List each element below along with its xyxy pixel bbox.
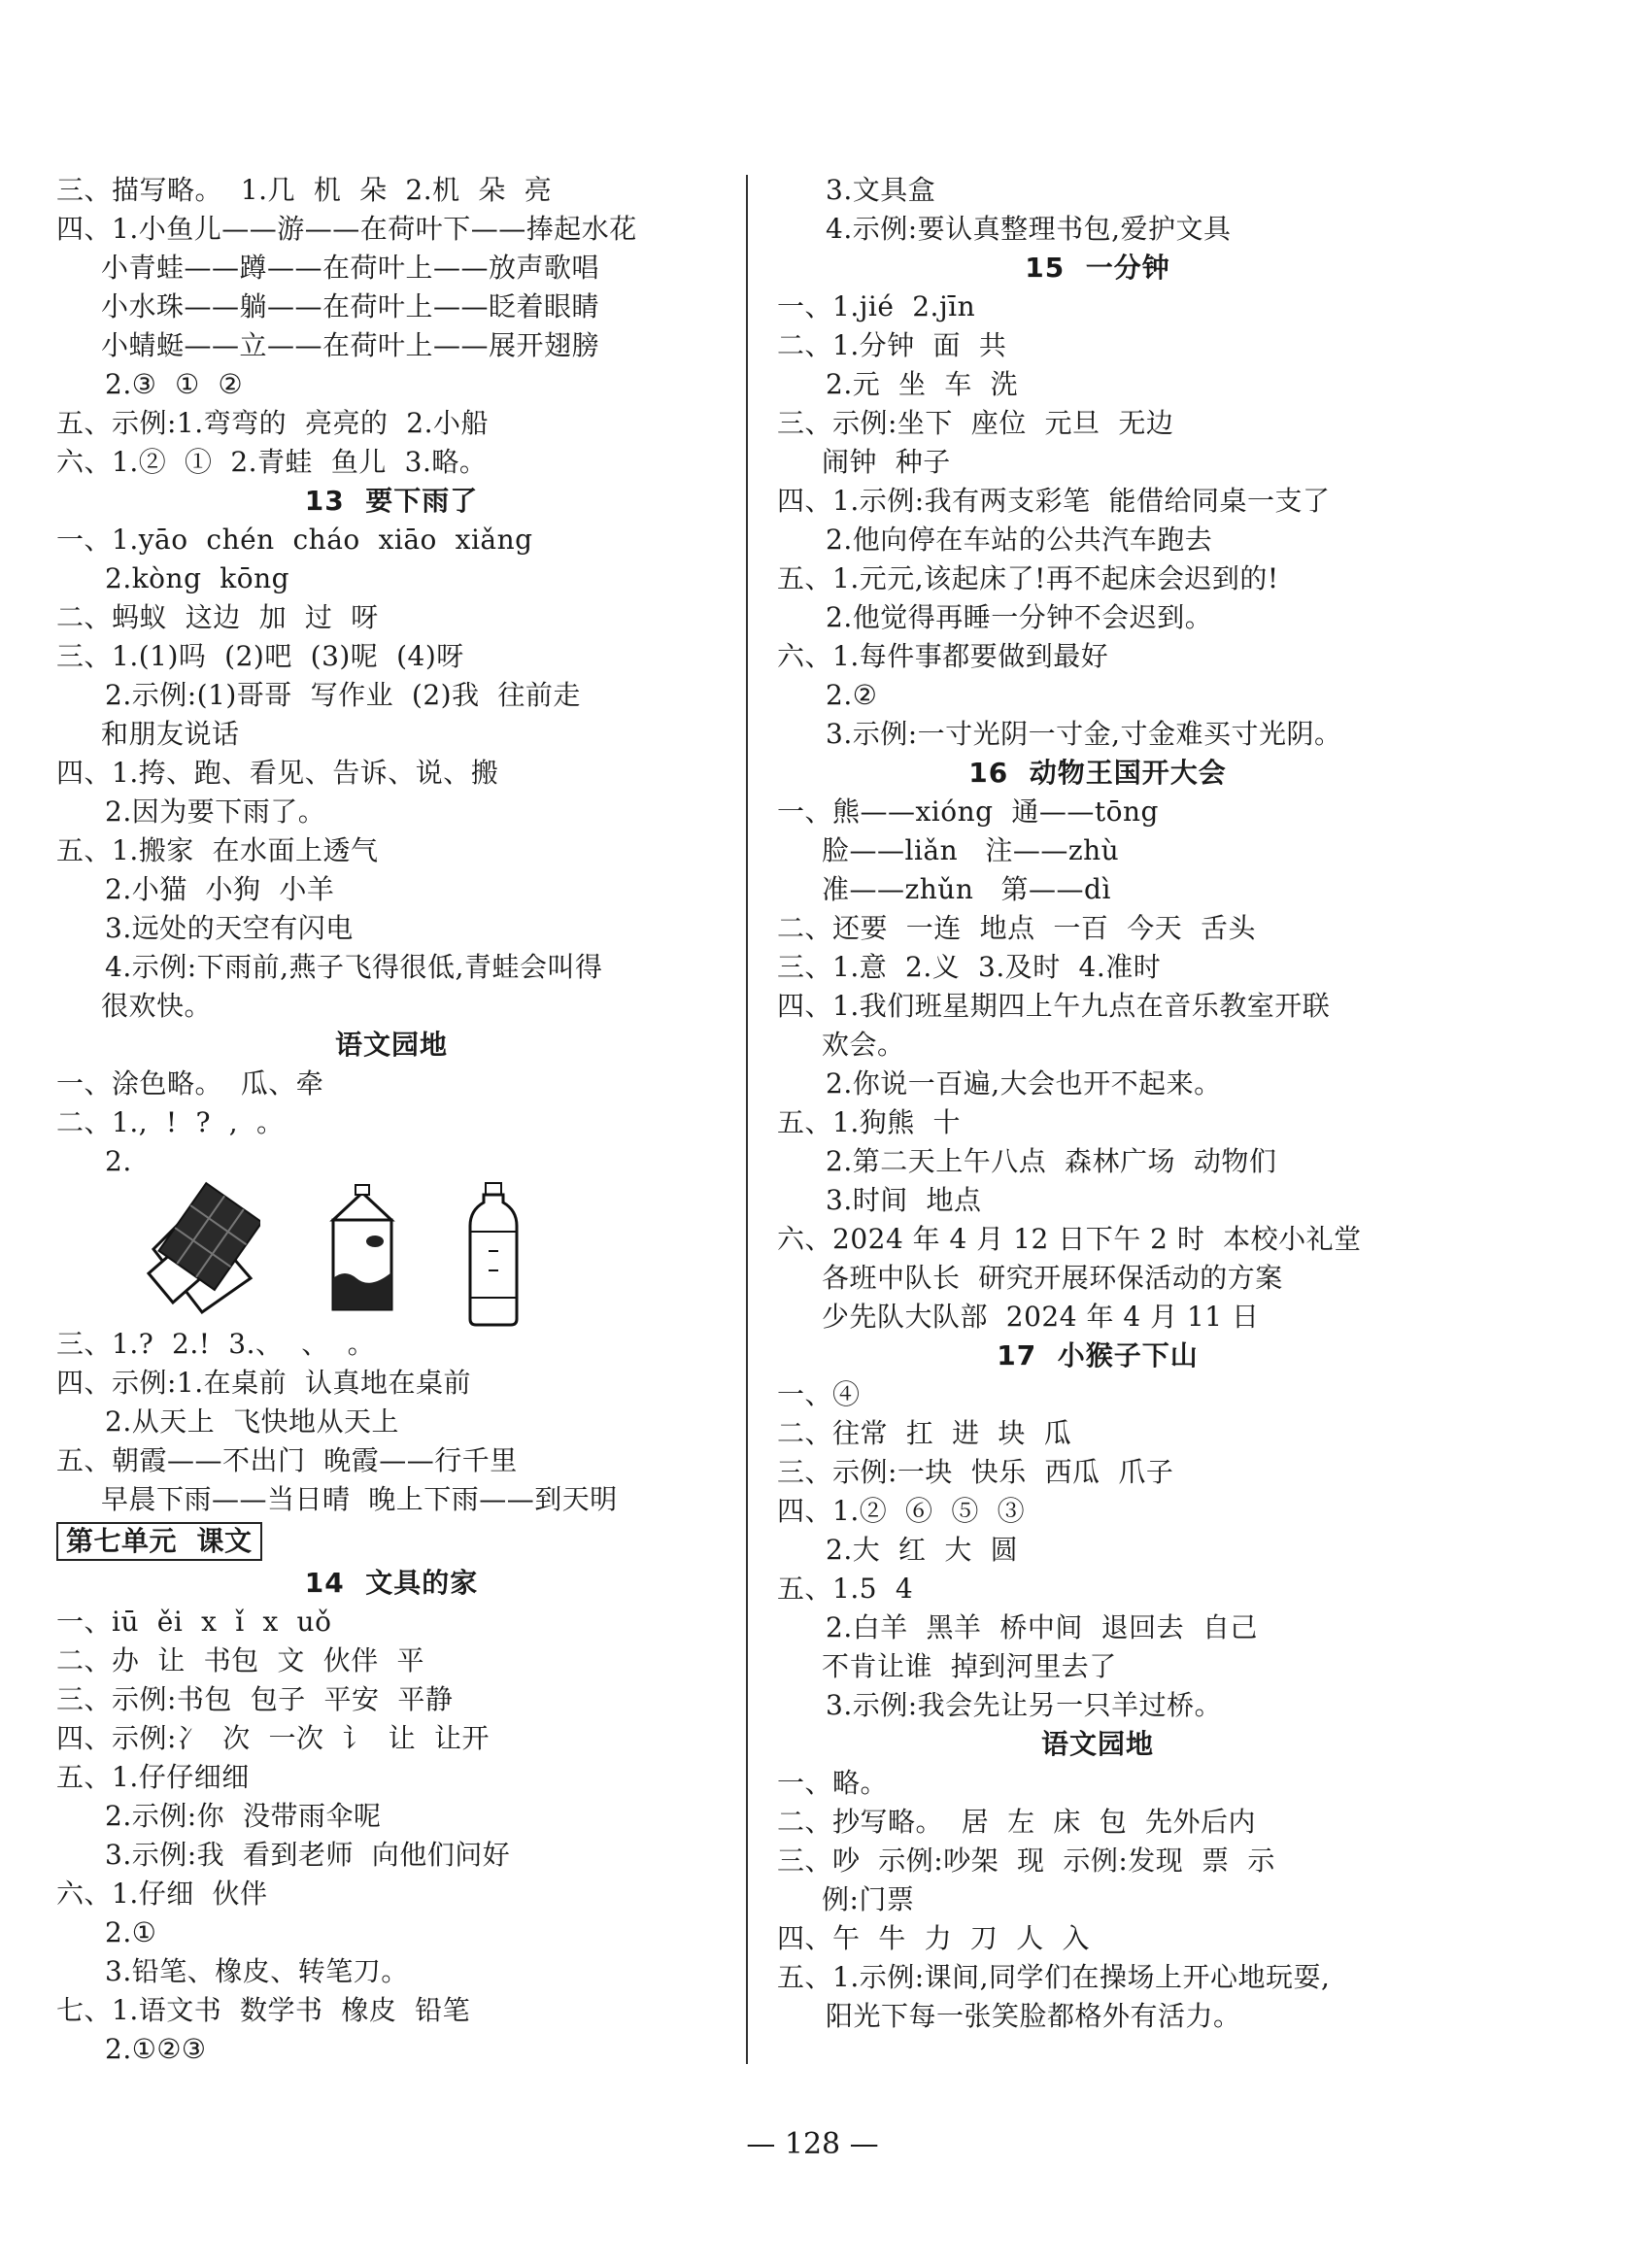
answer-line: 三、描写略。 1.几 机 朵 2.机 朵 亮 (56, 174, 553, 206)
answer-line: 准——zhǔn 第——dì (822, 873, 1111, 905)
answer-line: 4.示例:要认真整理书包,爱护文具 (826, 213, 1232, 245)
answer-line: 五、1.搬家 在水面上透气 (56, 834, 379, 866)
unit-heading-box: 第七单元 课文 (56, 1522, 262, 1561)
answer-line: 3.文具盒 (826, 174, 936, 206)
answer-line: 三、1.? 2.! 3.、 、 。 (56, 1328, 376, 1360)
answer-line: 三、1.(1)吗 (2)吧 (3)呢 (4)呀 (56, 640, 464, 672)
answer-line: 一、④ (777, 1378, 861, 1410)
answer-line: 四、1.挎、跑、看见、告诉、说、搬 (56, 757, 499, 789)
answer-line: 四、1.② ⑥ ⑤ ③ (777, 1495, 1026, 1527)
answer-line: 2.① (105, 1916, 157, 1948)
answer-line: 二、1.分钟 面 共 (777, 329, 1007, 361)
answer-line: 三、示例:一块 快乐 西瓜 爪子 (777, 1456, 1174, 1488)
answer-line: 2.③ ① ② (105, 368, 244, 400)
answer-line: 四、示例:冫 次 一次 讠 让 让开 (56, 1722, 490, 1754)
answer-line: 一、涂色略。 瓜、牵 (56, 1067, 324, 1100)
answer-line: 四、1.示例:我有两支彩笔 能借给同桌一支了 (777, 485, 1331, 517)
answer-line: 2.示例:你 没带雨伞呢 (105, 1800, 382, 1832)
answer-line: 五、1.元元,该起床了!再不起床会迟到的! (777, 562, 1279, 594)
answer-line: 少先队大队部 2024 年 4 月 11 日 (822, 1301, 1260, 1333)
answer-line: 三、1.意 2.义 3.及时 4.准时 (777, 951, 1162, 983)
milk-carton-image (319, 1181, 406, 1324)
chocolate-bar-image (134, 1181, 260, 1324)
answer-line: 3.示例:一寸光阴一寸金,寸金难买寸光阴。 (826, 718, 1342, 750)
answer-line: 五、1.仔仔细细 (56, 1761, 250, 1793)
answer-line: 2.示例:(1)哥哥 写作业 (2)我 往前走 (105, 679, 581, 711)
answer-line: 2.元 坐 车 洗 (826, 368, 1019, 400)
answer-line: 欢会。 (822, 1029, 905, 1061)
answer-line: 小水珠——躺——在荷叶上——眨着眼睛 (101, 290, 600, 322)
answer-line: 六、1.② ① 2.青蛙 鱼儿 3.略。 (56, 446, 488, 478)
answer-line: 五、1.狗熊 十 (777, 1106, 962, 1138)
answer-line: 例:门票 (822, 1883, 915, 1915)
unit-heading-row (56, 1519, 727, 1564)
answer-line: 二、往常 扛 进 块 瓜 (777, 1417, 1072, 1449)
answer-line: 3.远处的天空有闪电 (105, 912, 354, 944)
answer-line: 二、办 让 书包 文 伙伴 平 (56, 1644, 425, 1676)
answer-line: 一、iū ěi x ǐ x uǒ (56, 1606, 332, 1638)
answer-line: 3.示例:我会先让另一只羊过桥。 (826, 1689, 1223, 1721)
answer-line: 早晨下雨——当日晴 晚上下雨——到天明 (101, 1483, 618, 1515)
answer-line: 2.他觉得再睡一分钟不会迟到。 (826, 601, 1213, 633)
picture-row (56, 1181, 727, 1325)
answer-line: 四、示例:1.在桌前 认真地在桌前 (56, 1367, 471, 1399)
answer-line: 二、蚂蚁 这边 加 过 呀 (56, 601, 379, 633)
answer-line: 四、1.小鱼儿——游——在荷叶下——捧起水花 (56, 213, 637, 245)
answer-line: 三、示例:坐下 座位 元旦 无边 (777, 407, 1174, 439)
column-divider (746, 175, 748, 2064)
answer-line: 2.白羊 黑羊 桥中间 退回去 自己 (826, 1611, 1258, 1643)
answer-line: 五、示例:1.弯弯的 亮亮的 2.小船 (56, 407, 489, 439)
answer-line: 2.因为要下雨了。 (105, 795, 326, 828)
answer-line: 小蜻蜓——立——在荷叶上——展开翅膀 (101, 329, 600, 361)
answer-line: 不肯让谁 掉到河里去了 (822, 1650, 1117, 1682)
water-bottle-image (464, 1181, 523, 1334)
answer-line: 2.第二天上午八点 森林广场 动物们 (826, 1145, 1277, 1177)
answer-line: 3.示例:我 看到老师 向他们问好 (105, 1839, 511, 1871)
answer-line: 2. (105, 1145, 132, 1177)
answer-line: 和朋友说话 (101, 718, 240, 750)
answer-line: 闹钟 种子 (822, 446, 951, 478)
answer-line: 四、午 牛 力 刀 人 入 (777, 1922, 1091, 1954)
answer-line: 七、1.语文书 数学书 橡皮 铅笔 (56, 1994, 471, 2026)
answer-line: 脸——liǎn 注——zhù (822, 834, 1120, 866)
answer-line: 各班中队长 研究开展环保活动的方案 (822, 1262, 1283, 1294)
section-title: 15 一分钟 (1025, 252, 1170, 284)
section-title: 语文园地 (334, 1029, 448, 1061)
answer-line: 很欢快。 (101, 990, 213, 1022)
answer-line: 2.大 红 大 圆 (826, 1534, 1019, 1566)
answer-line: 2.你说一百遍,大会也开不起来。 (826, 1067, 1222, 1100)
answer-line: 2.他向停在车站的公共汽车跑去 (826, 524, 1213, 556)
answer-line: 3.铅笔、橡皮、转笔刀。 (105, 1955, 409, 1987)
answer-line: 一、熊——xióng 通——tōng (777, 795, 1159, 828)
right-column (777, 171, 1418, 2036)
answer-line: 4.示例:下雨前,燕子飞得很低,青蛙会叫得 (105, 951, 603, 983)
answer-line: 2.小猫 小狗 小羊 (105, 873, 335, 905)
section-title: 语文园地 (1040, 1728, 1154, 1760)
answer-line: 3.时间 地点 (826, 1184, 982, 1216)
section-title: 17 小猴子下山 (997, 1339, 1199, 1371)
answer-line: 六、1.每件事都要做到最好 (777, 640, 1109, 672)
left-column (56, 171, 727, 2069)
answer-line: 六、2024 年 4 月 12 日下午 2 时 本校小礼堂 (777, 1223, 1362, 1255)
answer-line: 一、略。 (777, 1767, 889, 1799)
section-title: 16 动物王国开大会 (968, 757, 1227, 789)
answer-line: 一、1.jié 2.jīn (777, 290, 976, 322)
section-title: 14 文具的家 (304, 1567, 479, 1599)
answer-line: 2.kòng kōng (105, 562, 290, 594)
answer-line: 五、朝霞——不出门 晚霞——行千里 (56, 1444, 518, 1476)
answer-line: 二、抄写略。 居 左 床 包 先外后内 (777, 1806, 1257, 1838)
answer-line: 五、1.5 4 (777, 1573, 914, 1605)
answer-line: 五、1.示例:课间,同学们在操场上开心地玩耍, (777, 1961, 1331, 1993)
answer-line: 阳光下每一张笑脸都格外有活力。 (826, 2000, 1241, 2032)
answer-line: 2.从天上 飞快地从天上 (105, 1405, 400, 1438)
answer-line: 2.①②③ (105, 2033, 207, 2065)
answer-line: 一、1.yāo chén cháo xiāo xiǎng (56, 524, 533, 556)
answer-line: 小青蛙——蹲——在荷叶上——放声歌唱 (101, 252, 600, 284)
answer-line: 四、1.我们班星期四上午九点在音乐教室开联 (777, 990, 1331, 1022)
section-title: 13 要下雨了 (304, 485, 479, 517)
answer-line: 六、1.仔细 伙伴 (56, 1878, 268, 1910)
answer-line: 三、吵 示例:吵架 现 示例:发现 票 示 (777, 1845, 1275, 1877)
answer-line: 2.② (826, 679, 878, 711)
answer-line: 二、1., ! ? , 。 (56, 1106, 285, 1138)
answer-line: 二、还要 一连 地点 一百 今天 舌头 (777, 912, 1257, 944)
answer-line: 三、示例:书包 包子 平安 平静 (56, 1683, 454, 1715)
page-number: — 128 — (746, 2127, 879, 2161)
